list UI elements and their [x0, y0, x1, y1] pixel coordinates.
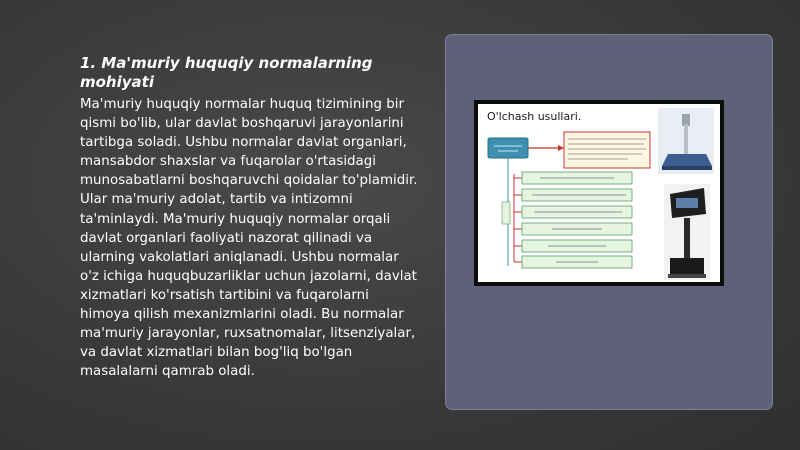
diagram-branch — [514, 256, 632, 268]
diagram-root-box — [488, 138, 528, 158]
slide-image-canvas — [478, 104, 720, 282]
diagram-branch — [514, 240, 632, 252]
diagram-branch — [514, 172, 632, 184]
diagram-branch — [514, 206, 632, 218]
diagram-side-label — [502, 202, 510, 224]
diagram-branch — [514, 223, 632, 235]
image-title: O'lchash usullari. — [487, 110, 582, 123]
platform-scale-icon — [658, 108, 714, 174]
slide-title: 1. Ma'muriy huquqiy normalarning mohiyati — [80, 54, 373, 91]
slide-body-text: Ma'muriy huquqiy normalar huquq tizimining bir qismi bo'lib, ular davlat boshqaruvi jarayonlarini tartibga soladi. Ushbu normalar davlat organlari, mansabdor shaxslar va fuqarolar o'rtasidagi munosabatlarni boshqaruvchi qoidalar to'plamidir. Ular ma'muriy adolat, tartib va intizomni ta'minlaydi. Ma'muriy huquqiy normalar orqali davlat organlari faoliyati nazorat qilinadi va ularning vakolatlari aniqlanadi. Ushbu normalar o'z ichiga huquqbuzarliklar uchun jazolarni, davlat xizmatlari ko'rsatish tartibini va fuqarolarni himoya qilish mexanizmlarini oladi. Bu normalar ma'muriy jarayonlar, ruxsatnomalar, litsenziyalar, va davlat xizmatlari bilan bog'liq bo'lgan masalalarni qamrab oladi. — [80, 97, 418, 380]
slide-image — [474, 100, 724, 286]
diagram-arrow-head — [558, 145, 564, 151]
industrial-scale-icon — [664, 184, 710, 280]
diagram-branch — [514, 189, 632, 201]
diagram-description-box — [564, 132, 650, 168]
